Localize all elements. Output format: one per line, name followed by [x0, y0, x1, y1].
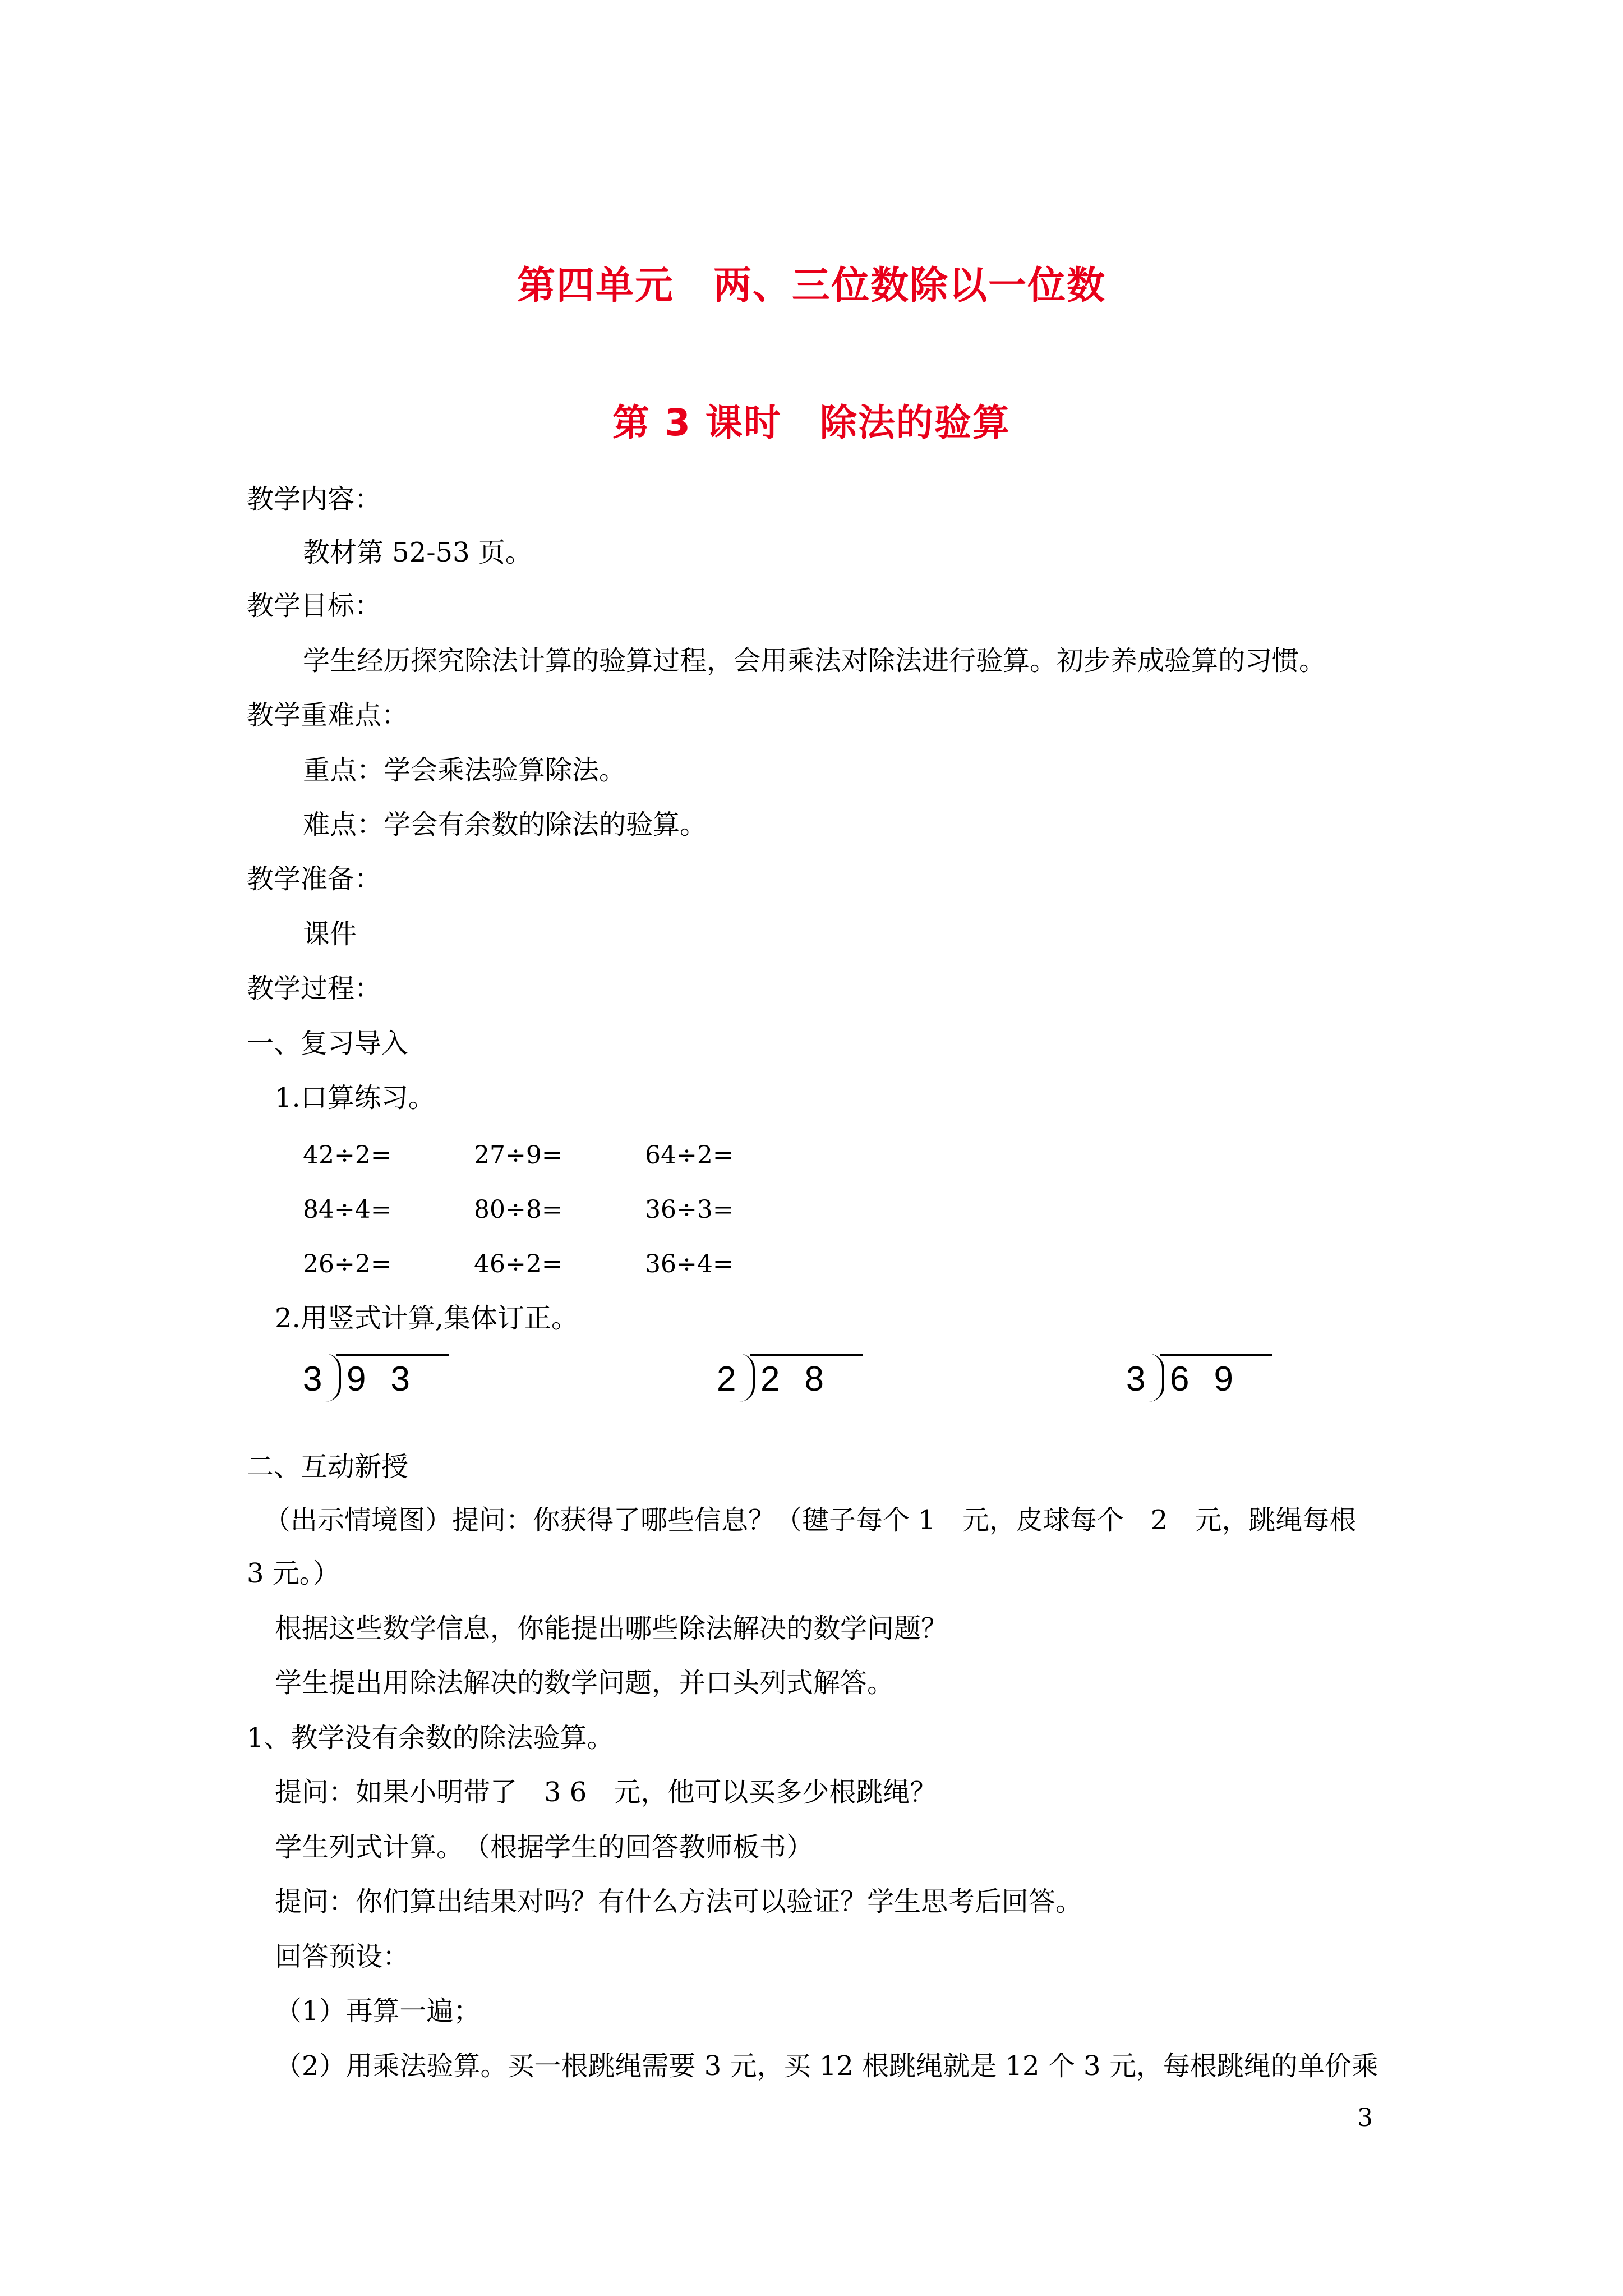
division-bar	[1160, 1354, 1272, 1356]
oral-exercise-item: 80÷8=	[474, 1195, 562, 1224]
paragraph: 根据这些数学信息，你能提出哪些除法解决的数学问题？	[275, 1613, 948, 1644]
dividend: 28	[760, 1360, 849, 1398]
vertical-calc-heading: 2.用竖式计算,集体订正。	[275, 1303, 579, 1334]
long-division-problem	[717, 1349, 863, 1411]
difficulty-text: 难点：学会有余数的除法的验算。	[303, 809, 707, 840]
preparation-text: 课件	[303, 918, 357, 950]
paragraph: （1）再算一遍；	[275, 1995, 481, 2027]
paragraph: 学生提出用除法解决的数学问题，并口头列式解答。	[275, 1667, 895, 1699]
division-bracket	[739, 1354, 755, 1402]
lesson-title: 第 3 课时 除法的验算	[612, 401, 1011, 444]
oral-exercise-item: 27÷9=	[474, 1141, 562, 1170]
subsection-heading: 1、教学没有余数的除法验算。	[247, 1722, 614, 1754]
division-bracket	[325, 1354, 341, 1402]
section-new-lesson: 二、互动新授	[247, 1451, 409, 1483]
heading-goal: 教学目标：	[247, 590, 382, 622]
scenario-question-cont: 3 元。）	[247, 1558, 340, 1589]
oral-exercise-item: 36÷3=	[645, 1195, 734, 1224]
paragraph: 回答预设：	[275, 1941, 410, 1972]
division-bar	[336, 1354, 449, 1356]
oral-exercise-item: 84÷4=	[303, 1195, 391, 1224]
dividend: 93	[347, 1360, 435, 1398]
paragraph: （2）用乘法验算。买一根跳绳需要 3 元，买 12 根跳绳就是 12 个 3 元，每根跳绳的单价乘	[275, 2050, 1378, 2082]
unit-title: 第四单元 两、三位数除以一位数	[517, 264, 1106, 308]
heading-content: 教学内容：	[247, 484, 382, 515]
long-division-problem	[303, 1349, 449, 1411]
oral-exercise-heading: 1.口算练习。	[275, 1082, 435, 1114]
heading-keypoints: 教学重难点：	[247, 700, 409, 731]
oral-exercise-item: 64÷2=	[645, 1141, 734, 1170]
section-review: 一、复习导入	[247, 1028, 409, 1059]
keypoint-text: 重点：学会乘法验算除法。	[303, 754, 626, 786]
long-division-problem	[1126, 1349, 1272, 1411]
heading-process: 教学过程：	[247, 973, 382, 1004]
oral-exercise-item: 26÷2=	[303, 1250, 391, 1278]
content-text: 教材第 52-53 页。	[303, 537, 532, 568]
paragraph: 提问：如果小明带了 3 6 元，他可以买多少根跳绳？	[275, 1777, 937, 1808]
paragraph: 提问：你们算出结果对吗？有什么方法可以验证？学生思考后回答。	[275, 1886, 1083, 1917]
goal-text: 学生经历探究除法计算的验算过程，会用乘法对除法进行验算。初步养成验算的习惯。	[303, 645, 1326, 677]
heading-preparation: 教学准备：	[247, 863, 382, 895]
divisor: 3	[1126, 1360, 1146, 1398]
oral-exercise-item: 46÷2=	[474, 1250, 562, 1278]
page-number: 3	[1357, 2104, 1373, 2132]
divisor: 2	[717, 1360, 736, 1398]
oral-exercise-item: 36÷4=	[645, 1250, 734, 1278]
division-bracket	[1149, 1354, 1164, 1402]
paragraph: 学生列式计算。 （根据学生的回答教师板书）	[275, 1832, 814, 1863]
division-bar	[750, 1354, 863, 1356]
scenario-question: （出示情境图）提问：你获得了哪些信息？（毽子每个 1 元，皮球每个 2 元，跳绳每根	[264, 1504, 1357, 1536]
dividend: 69	[1170, 1360, 1258, 1398]
divisor: 3	[303, 1360, 322, 1398]
oral-exercise-item: 42÷2=	[303, 1141, 391, 1170]
